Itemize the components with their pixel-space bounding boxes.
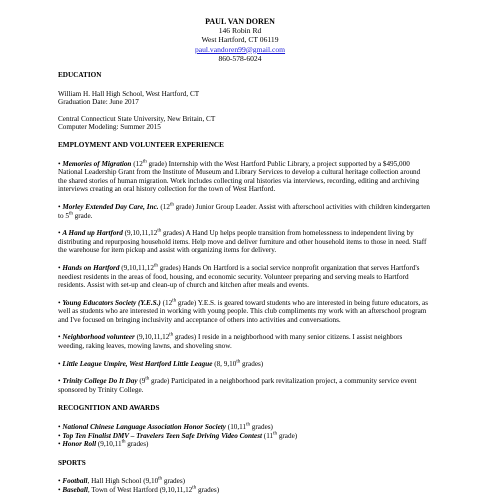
sport-grade-suffix: th — [192, 485, 197, 491]
entry-grade-suffix: th — [169, 202, 174, 208]
award-item — [58, 432, 430, 441]
entry-grade-suffix: th — [236, 359, 241, 365]
entry-description: Participated in a neighborhood park revitalization project, a community service event sponsored by Trinity College. — [58, 377, 417, 394]
employment-entry — [58, 264, 430, 290]
bullet: • — [58, 333, 61, 342]
email-link[interactable]: paul.vandoren99@gmail.com — [194, 44, 286, 54]
entry-grade-close: grade) — [146, 159, 167, 168]
award-grade-close: grades) — [250, 423, 273, 432]
sports-heading: SPORTS — [58, 458, 86, 467]
entry-grade-suffix: th — [169, 333, 174, 339]
bullet: • — [58, 477, 61, 486]
sport-grade-suffix: th — [158, 477, 163, 483]
employment-heading: EMPLOYMENT AND VOLUNTEER EXPERIENCE — [58, 140, 224, 149]
street-address: 146 Robin Rd — [218, 26, 262, 36]
entry-description: I reside in a neighborhood with many senior citizens. I assist neighbors weeding, raking leaves, mowing lawns, and shoveling snow. — [58, 333, 403, 351]
bullet: • — [58, 423, 61, 432]
bullet: • — [58, 486, 61, 494]
award-grade-close: grades) — [125, 440, 149, 449]
city-state-zip: West Hartford, CT 06119 — [201, 35, 279, 45]
entry-description: A Hand Up helps people transition from homelessness to independent living by distributing and repurposing household items. Help move and deliver furniture and other household items to those in need. Staff the warehouse for item pickup and assist with organizing items for delivery. — [58, 229, 427, 255]
bullet: • — [58, 377, 61, 386]
employment-entry — [58, 203, 430, 220]
entry-grade-close: grade) — [149, 377, 170, 386]
entry-grade-close: grades) — [157, 263, 181, 272]
entry-grade-close: grade) — [176, 298, 197, 307]
entry-grade-suffix: th — [172, 298, 177, 304]
education-highschool — [58, 90, 430, 107]
sport-item — [58, 477, 430, 486]
bullet: • — [58, 159, 61, 168]
education-university — [58, 115, 430, 132]
entry-grade-close: grades) — [161, 229, 185, 238]
bullet: • — [58, 202, 61, 211]
entry-title: Little League Umpire, West Hartford Little League — [62, 359, 213, 368]
bullet: • — [58, 440, 61, 449]
entry-title: Morley Extended Day Care, Inc. — [62, 202, 159, 211]
entry-title: Hands on Hartford — [62, 263, 120, 272]
applicant-name: PAUL VAN DOREN — [205, 17, 275, 26]
employment-entry — [58, 229, 430, 255]
education-heading: EDUCATION — [58, 71, 102, 79]
sport-grade-close: grades) — [196, 486, 220, 494]
award-grade: (11 — [262, 431, 274, 440]
bullet: • — [58, 298, 61, 307]
entry-grade: (8, 9,10 — [212, 359, 237, 368]
entry-grade-suffix: th — [157, 228, 162, 234]
bullet: • — [58, 359, 61, 368]
employment-entry — [58, 333, 430, 350]
entry-description: Hands On Hartford is a social service nonprofit organization that serves Hartford's neediest residents in the areas of food, housing, and economic security. Volunteer preparing and serving meals to Hartford residents. Assist with set-up and clean-up of church and kitchen after meals and events. — [58, 263, 420, 290]
entry-grade-close: grades) — [173, 333, 197, 342]
university-name: Central Connecticut State University, New Britain, CT — [58, 114, 216, 123]
entry-grade-suffix: th — [153, 263, 158, 269]
award-grade: (9,10,11 — [96, 440, 122, 449]
award-item — [58, 440, 430, 449]
entry-title: Neighborhood volunteer — [62, 333, 135, 342]
entry-title: Young Educators Society (Y.E.S.) — [62, 298, 161, 307]
entry-grade: (9,10,11,12 — [122, 229, 158, 238]
employment-entry — [58, 160, 430, 194]
award-title: Top Ten Finalist DMV – Travelers Teen Safe Driving Video Contest — [62, 431, 262, 440]
entry-grade: (12 — [160, 298, 173, 307]
entry-grade: (9,10,11,12 — [134, 333, 170, 342]
highschool-name: William H. Hall High School, West Hartford, CT — [58, 89, 200, 98]
sport-detail: , Hall High School (9,10 — [87, 477, 159, 486]
entry-grade: (9,10,11,12 — [119, 263, 154, 272]
entry-title: A Hand up Hartford — [62, 229, 123, 238]
recognition-heading: RECOGNITION AND AWARDS — [58, 404, 160, 413]
award-grade-suffix: th — [246, 422, 250, 428]
entry-title: Memories of Migration — [62, 159, 132, 168]
employment-entry — [58, 377, 430, 394]
entry-text-suffix: th — [68, 211, 73, 217]
bullet: • — [58, 263, 61, 272]
phone-number: 860-578-6024 — [218, 53, 262, 63]
entry-title: Trinity College Do It Day — [62, 377, 138, 386]
employment-entry — [58, 360, 430, 369]
resume-header — [0, 17, 480, 63]
award-item — [58, 423, 430, 432]
entry-grade: (12 — [158, 202, 170, 211]
award-grade-suffix: th — [273, 431, 278, 437]
sport-grade-close: grades) — [162, 477, 186, 486]
entry-grade: (9 — [137, 377, 146, 386]
recognition-list — [58, 423, 430, 449]
award-grade-close: grade) — [277, 431, 298, 440]
entry-grade: (12 — [131, 159, 143, 168]
award-grade-suffix: th — [121, 439, 126, 445]
entry-grade-suffix: th — [142, 159, 147, 165]
resume-body — [58, 71, 430, 503]
entry-description: Y.E.S. is geared toward students who are interested in being future educators, as well as students who are interested in working with young people. This club compliments my work with an afterschool program and I've focused on bringing inclusivity and acceptance of others into activities and conversations. — [58, 298, 428, 324]
award-title: National Chinese Language Association Honor Society — [62, 423, 226, 432]
sport-title: Baseball — [62, 486, 88, 494]
sport-item — [58, 486, 430, 495]
award-title: Honor Roll — [62, 440, 97, 449]
sport-detail: , Town of West Hartford (9,10,11,12 — [87, 486, 193, 494]
highschool-date: Graduation Date: June 2017 — [58, 98, 139, 107]
entry-grade-close: grade) — [173, 202, 194, 211]
award-grade: (10,11 — [226, 423, 247, 432]
bullet: • — [58, 229, 61, 238]
entry-description: Internship with the West Hartford Public Library, a project supported by a $495,000 National Leadership Grant from the Institute of Museum and Library Services to develop a cultural heritage collection around the shared stories of human migration. Work includes collecting oral histories via interviews, recording, editing and archiving interviews creating an oral history collection for the town of West Hartford. — [58, 159, 421, 194]
entry-description: Junior Group Leader. Assist with afterschool activities with children kindergarten to 5 — [58, 202, 430, 220]
entry-text-close: grade. — [72, 211, 93, 220]
bullet: • — [58, 431, 61, 440]
entry-grade-close: grades) — [240, 359, 264, 368]
entry-grade-suffix: th — [145, 376, 150, 382]
sport-title: Football — [62, 477, 88, 486]
employment-entry — [58, 299, 430, 325]
university-detail: Computer Modeling: Summer 2015 — [58, 123, 161, 132]
